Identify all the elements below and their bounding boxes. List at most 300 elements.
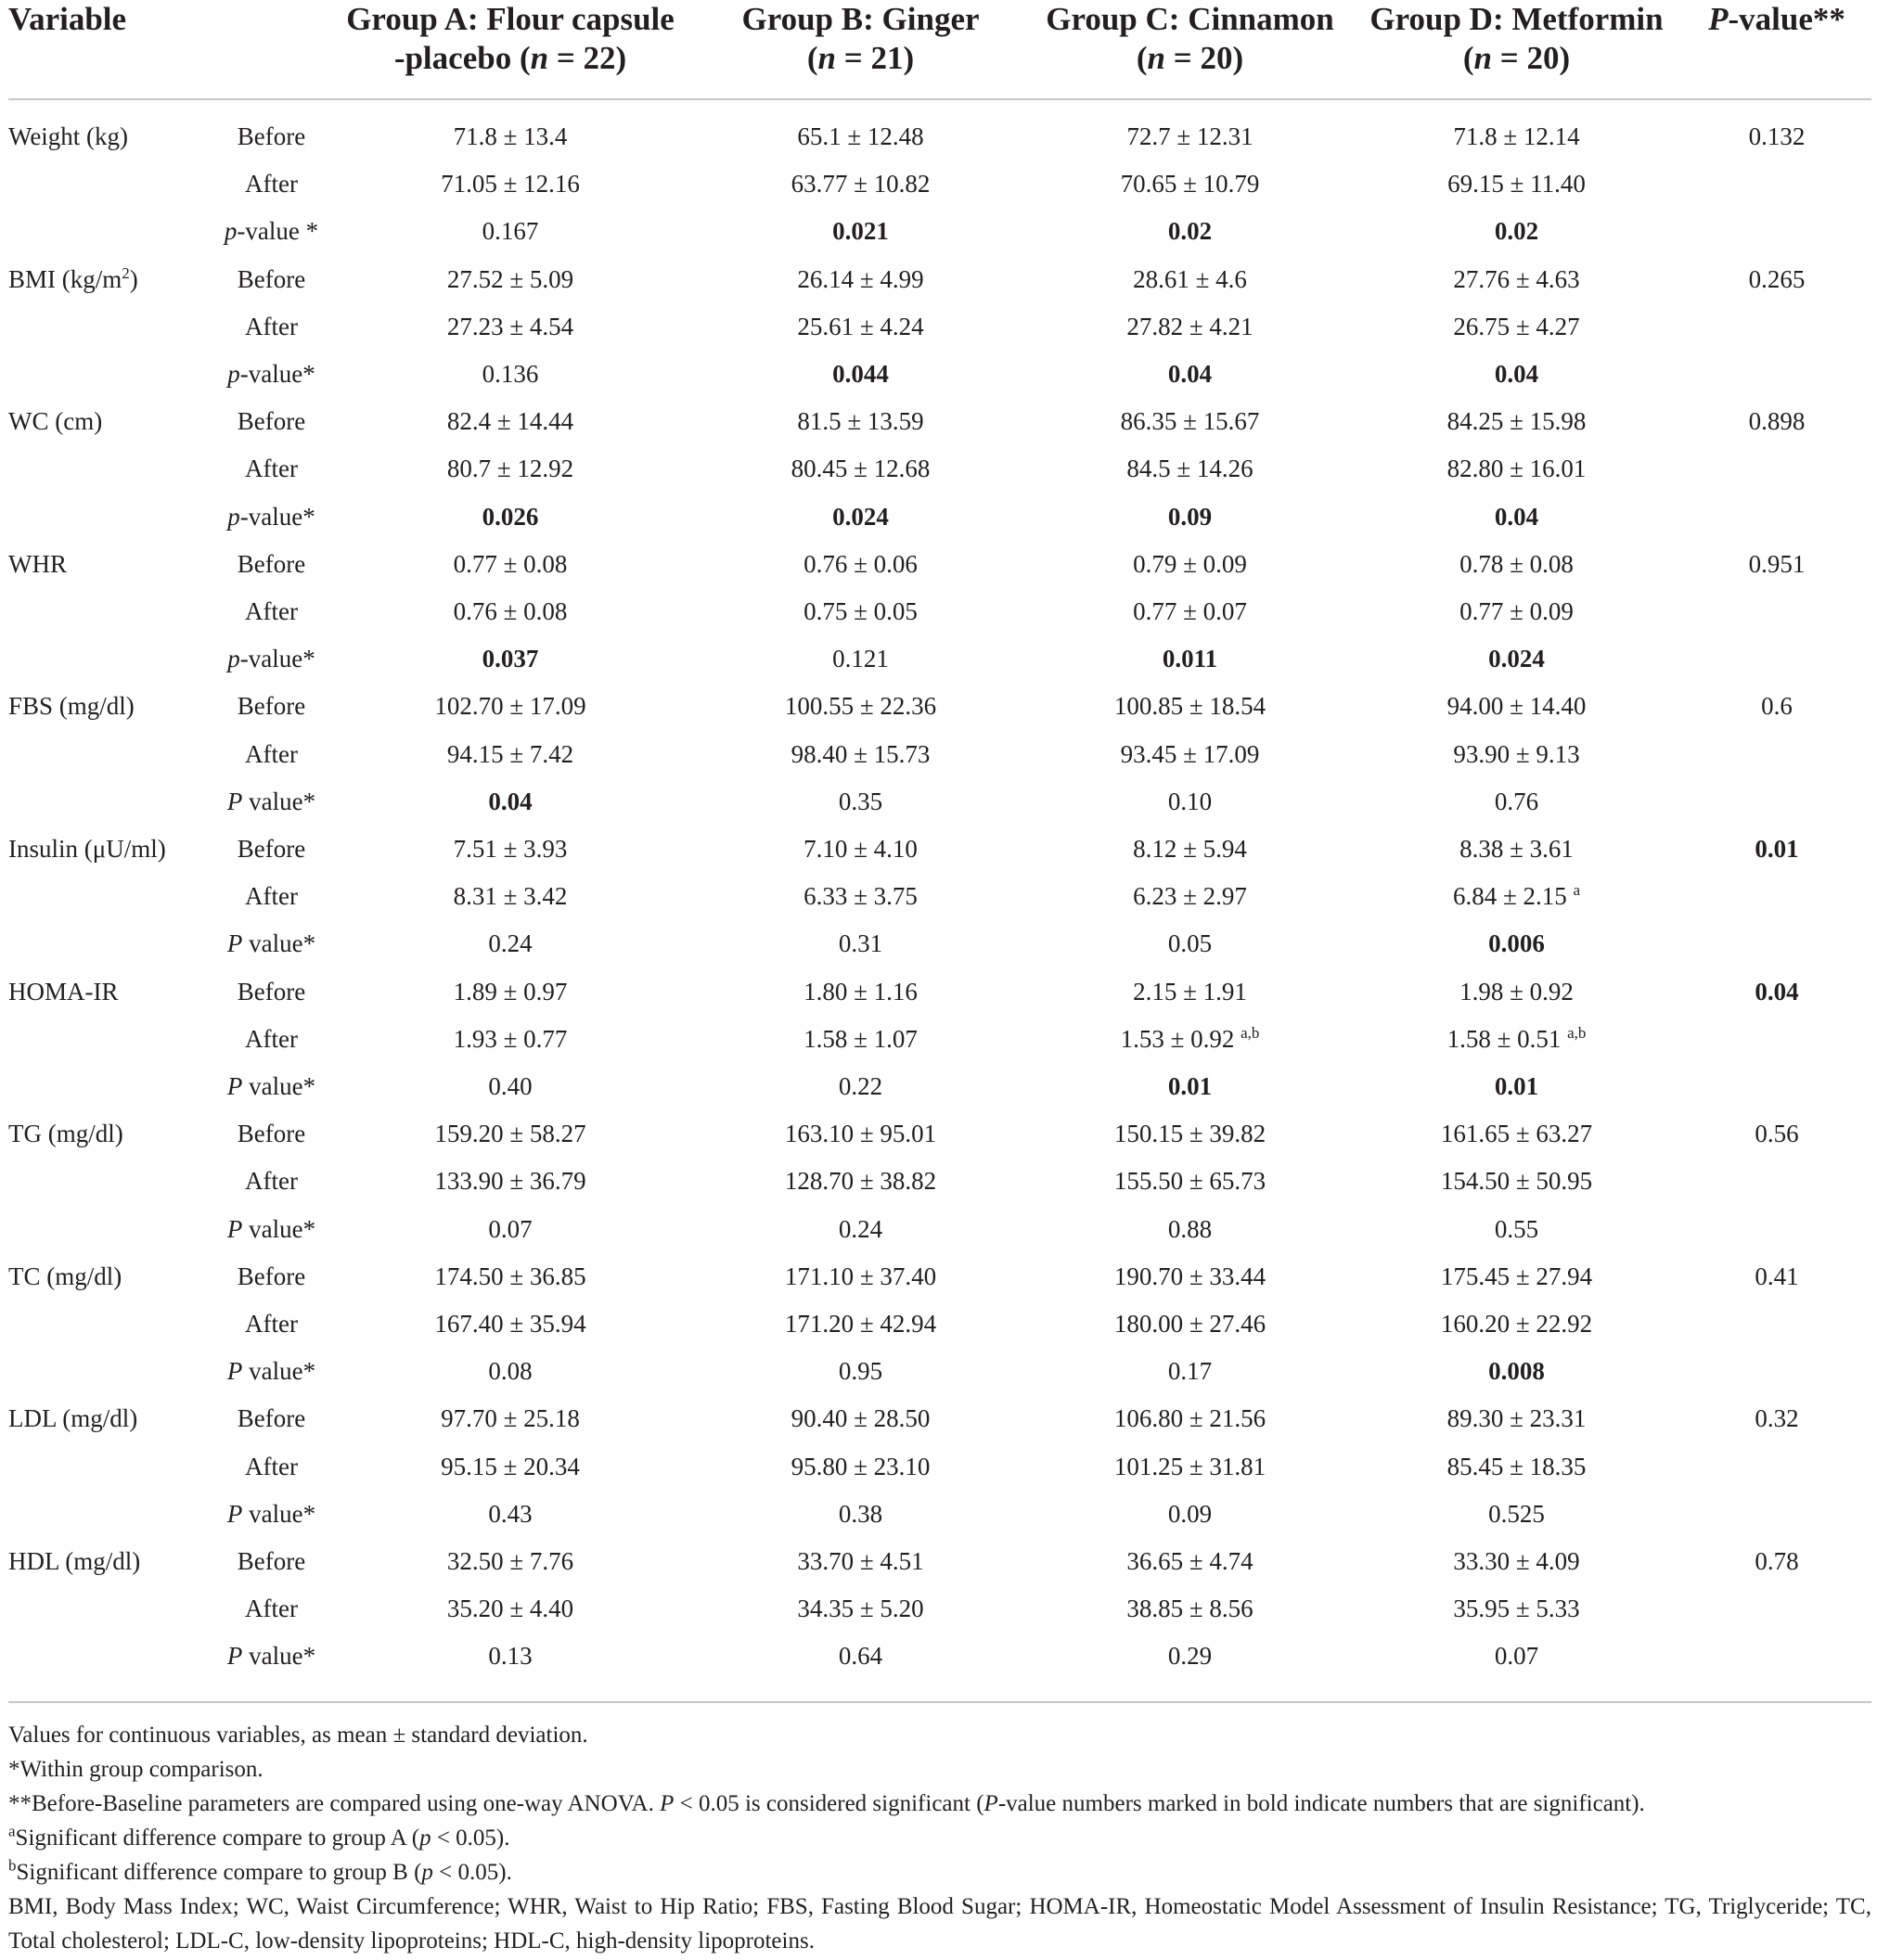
group-b-value — [701, 493, 1021, 541]
label-italic: p — [227, 645, 240, 673]
table-row — [0, 1063, 1877, 1110]
table-row — [0, 1016, 1877, 1063]
group-b-value-text: 171.10 ± 37.40 — [784, 1262, 937, 1290]
group-a-value-text: 102.70 ± 17.09 — [434, 692, 586, 721]
group-b-value — [701, 873, 1021, 920]
between-group-p-value — [1693, 398, 1860, 445]
row-variable: WC (cm) — [8, 407, 103, 436]
group-b-value-text: 1.58 ± 1.07 — [804, 1024, 918, 1053]
group-a-value-text: 8.31 ± 3.42 — [453, 882, 568, 911]
table-row — [0, 1300, 1877, 1348]
group-b-value — [701, 160, 1021, 208]
group-b-value-text: 0.38 — [838, 1499, 883, 1528]
footnote-abbreviations: BMI, Body Mass Index; WC, Waist Circumference; WHR, Waist to Hip Ratio; FBS, Fasting Blood Sugar; HOMA-IR, Homeostatic Model Assessment of Insulin Resistance; TG, Triglyceride; TC, Total cholesterol; LDL-C, low-density lipoproteins; HDL-C, high-density lipoproteins. — [8, 1894, 1871, 1954]
between-group-p-value — [1693, 1395, 1860, 1442]
row-label: Before — [237, 692, 306, 721]
group-d-value-text: 89.30 ± 23.31 — [1446, 1404, 1587, 1433]
group-b-value — [701, 731, 1021, 778]
group-d-value — [1356, 1016, 1677, 1063]
group-d-value-text: 84.25 ± 15.98 — [1446, 407, 1587, 436]
row-label: Before — [237, 549, 306, 578]
group-d-value-text: 0.55 — [1494, 1214, 1539, 1243]
table-row — [0, 493, 1877, 541]
group-d-value-text: 6.84 ± 2.15 — [1452, 882, 1567, 911]
group-d-value — [1356, 1348, 1677, 1395]
group-c-value — [1030, 1395, 1350, 1442]
group-b-value — [701, 1585, 1021, 1633]
between-group-p-value — [1693, 256, 1860, 303]
table-row — [0, 208, 1877, 255]
group-b-value-text: 0.75 ± 0.05 — [804, 597, 918, 625]
group-d-value — [1356, 398, 1677, 445]
table-row — [0, 303, 1877, 351]
group-b-value-text: 26.14 ± 4.99 — [797, 264, 924, 293]
group-d-value-text: 154.50 ± 50.95 — [1440, 1167, 1593, 1196]
group-c-value-text: 0.10 — [1167, 787, 1213, 815]
row-label: Before — [237, 1547, 306, 1575]
group-d-value-text: 93.90 ± 9.13 — [1453, 739, 1580, 768]
label-text: -value* — [239, 360, 315, 388]
table-row — [0, 1585, 1877, 1633]
group-d-value — [1356, 920, 1677, 967]
group-d-value — [1356, 1443, 1677, 1491]
group-a-value-text: 0.037 — [482, 645, 539, 673]
group-b-value — [701, 1300, 1021, 1348]
group-d-value-text: 69.15 ± 11.40 — [1447, 170, 1586, 199]
group-d-value — [1356, 635, 1677, 683]
header-group-c: Group C: Cinnamon (n = 20) — [1046, 1, 1334, 76]
group-a-value-text: 0.13 — [488, 1642, 533, 1671]
group-b-value-text: 128.70 ± 38.82 — [784, 1167, 937, 1196]
row-label: After — [245, 455, 298, 483]
between-group-p-value-text: 0.01 — [1755, 835, 1799, 863]
group-b-value — [701, 920, 1021, 967]
group-b-value — [701, 351, 1021, 398]
group-d-value — [1356, 1253, 1677, 1300]
group-d-value-text: 0.76 — [1494, 787, 1539, 815]
group-b-value-text: 171.20 ± 42.94 — [784, 1310, 937, 1338]
between-group-p-value — [1693, 1538, 1860, 1585]
group-a-value — [320, 208, 701, 255]
between-group-p-value-text: 0.6 — [1761, 692, 1793, 721]
group-b-value-text: 0.121 — [832, 645, 889, 673]
group-d-value-text: 35.95 ± 5.33 — [1453, 1595, 1580, 1623]
table-row — [0, 920, 1877, 967]
row-variable: TC (mg/dl) — [8, 1262, 122, 1290]
table-row — [0, 445, 1877, 493]
group-b-value-text: 90.40 ± 28.50 — [791, 1404, 931, 1433]
header-rule — [8, 98, 1871, 100]
group-c-value — [1030, 351, 1350, 398]
group-c-value — [1030, 303, 1350, 351]
group-b-value — [701, 113, 1021, 160]
group-a-value — [320, 445, 701, 493]
group-a-value — [320, 541, 701, 588]
footnote-a: $^a$Significant difference compare to group A (p < 0.05). — [8, 1822, 510, 1851]
between-group-p-value-text: 0.951 — [1748, 549, 1806, 578]
row-variable — [8, 256, 138, 303]
header-group-b: Group B: Ginger (n = 21) — [741, 1, 980, 76]
label-text: -value * — [237, 217, 319, 246]
group-b-value-text: 0.24 — [838, 1214, 883, 1243]
group-b-value — [701, 1158, 1021, 1205]
label-italic: p — [227, 360, 240, 388]
group-c-value — [1030, 1585, 1350, 1633]
label-italic: P — [226, 1072, 243, 1100]
group-a-value-text: 82.4 ± 14.44 — [446, 407, 574, 436]
group-a-value-text: 94.15 ± 7.42 — [446, 739, 574, 768]
group-c-value — [1030, 1110, 1350, 1158]
row-label: Before — [237, 977, 306, 1006]
between-group-p-value — [1693, 1110, 1860, 1158]
group-d-value-text: 1.98 ± 0.92 — [1459, 977, 1574, 1006]
between-group-p-value-text: 0.41 — [1755, 1262, 1799, 1290]
group-d-value-text: 71.8 ± 12.14 — [1453, 122, 1580, 150]
group-a-value — [320, 1253, 701, 1300]
group-c-value-text: 101.25 ± 31.81 — [1113, 1452, 1266, 1480]
group-c-value-text: 155.50 ± 65.73 — [1113, 1167, 1266, 1196]
group-c-value — [1030, 683, 1350, 730]
significance-marker: a — [1573, 881, 1581, 900]
group-c-value-text: 38.85 ± 8.56 — [1126, 1595, 1253, 1623]
group-c-value-text: 0.01 — [1167, 1072, 1213, 1100]
label-text: value* — [242, 787, 316, 815]
group-c-value — [1030, 1063, 1350, 1110]
group-a-value — [320, 826, 701, 873]
group-d-value-text: 33.30 ± 4.09 — [1453, 1547, 1580, 1575]
group-c-value — [1030, 635, 1350, 683]
group-c-value — [1030, 1491, 1350, 1538]
label-text: value* — [242, 1642, 316, 1671]
group-c-value-text: 106.80 ± 21.56 — [1113, 1404, 1266, 1433]
group-c-value — [1030, 1016, 1350, 1063]
group-a-value-text: 27.23 ± 4.54 — [446, 312, 574, 340]
between-group-p-value-text: 0.132 — [1748, 122, 1806, 150]
group-d-value — [1356, 731, 1677, 778]
group-c-value-text: 1.53 ± 0.92 — [1120, 1024, 1235, 1053]
group-b-value-text: 25.61 ± 4.24 — [797, 312, 924, 340]
group-c-value — [1030, 1633, 1350, 1680]
table-row — [0, 256, 1877, 303]
row-variable: Insulin (μU/ml) — [8, 835, 166, 863]
row-label: After — [245, 882, 298, 911]
group-c-value — [1030, 778, 1350, 826]
group-a-value — [320, 113, 701, 160]
group-a-value-text: 1.89 ± 0.97 — [453, 977, 568, 1006]
between-group-p-value — [1693, 968, 1860, 1016]
group-c-value — [1030, 968, 1350, 1016]
between-group-p-value-text: 0.04 — [1755, 977, 1799, 1006]
label-italic: P — [226, 1499, 243, 1528]
bottom-rule — [8, 1701, 1871, 1703]
group-c-value — [1030, 398, 1350, 445]
table-row — [0, 1348, 1877, 1395]
group-c-value — [1030, 113, 1350, 160]
group-b-value-text: 1.80 ± 1.16 — [804, 977, 918, 1006]
group-c-value-text: 28.61 ± 4.6 — [1133, 264, 1247, 293]
group-c-value-text: 0.88 — [1167, 1214, 1213, 1243]
group-b-value — [701, 1633, 1021, 1680]
group-a-value-text: 97.70 ± 25.18 — [441, 1404, 580, 1433]
group-a-value — [320, 1158, 701, 1205]
group-a-value-text: 95.15 ± 20.34 — [441, 1452, 580, 1480]
group-b-value — [701, 256, 1021, 303]
group-a-value — [320, 1443, 701, 1491]
group-a-value-text: 27.52 ± 5.09 — [446, 264, 574, 293]
group-b-value — [701, 1443, 1021, 1491]
group-a-value — [320, 1300, 701, 1348]
group-b-value — [701, 778, 1021, 826]
group-d-value — [1356, 1585, 1677, 1633]
group-b-value-text: 0.024 — [832, 502, 889, 531]
row-label: Before — [237, 264, 306, 293]
group-a-value — [320, 778, 701, 826]
row-variable: Weight (kg) — [8, 122, 129, 150]
table-row — [0, 683, 1877, 730]
group-b-value-text: 0.76 ± 0.06 — [804, 549, 918, 578]
group-d-value — [1356, 1206, 1677, 1253]
group-c-value — [1030, 1253, 1350, 1300]
group-b-value — [701, 1348, 1021, 1395]
group-a-value — [320, 351, 701, 398]
variable-superscript: 2 — [122, 263, 130, 282]
group-a-value-text: 80.7 ± 12.92 — [446, 455, 574, 483]
row-label: Before — [237, 835, 306, 863]
group-c-value-text: 93.45 ± 17.09 — [1120, 739, 1260, 768]
header-variable: Variable — [8, 1, 127, 37]
group-a-value — [320, 256, 701, 303]
group-c-value-text: 72.7 ± 12.31 — [1126, 122, 1253, 150]
footnote-values: Values for continuous variables, as mean ± standard deviation. — [8, 1723, 588, 1748]
table-row — [0, 826, 1877, 873]
table-row — [0, 160, 1877, 208]
group-a-value — [320, 968, 701, 1016]
group-a-value-text: 0.07 — [488, 1214, 533, 1243]
table-row — [0, 1443, 1877, 1491]
group-a-value-text: 167.40 ± 35.94 — [434, 1310, 586, 1338]
between-group-p-value-text: 0.265 — [1748, 264, 1806, 293]
group-d-value-text: 0.008 — [1488, 1357, 1545, 1386]
group-d-value-text: 160.20 ± 22.92 — [1440, 1310, 1593, 1338]
group-c-value — [1030, 826, 1350, 873]
group-b-value-text: 0.044 — [832, 360, 889, 388]
group-a-value — [320, 398, 701, 445]
table-header — [0, 0, 1877, 99]
group-b-value — [701, 635, 1021, 683]
table-row — [0, 588, 1877, 635]
group-c-value-text: 0.09 — [1167, 502, 1213, 531]
row-label: After — [245, 312, 298, 340]
between-group-p-value — [1693, 1253, 1860, 1300]
table-row — [0, 1395, 1877, 1442]
group-c-value-text: 0.17 — [1167, 1357, 1213, 1386]
row-label: After — [245, 1595, 298, 1623]
group-c-value-text: 0.29 — [1167, 1642, 1213, 1671]
table-row — [0, 1206, 1877, 1253]
group-a-value — [320, 873, 701, 920]
group-b-value-text: 98.40 ± 15.73 — [791, 739, 931, 768]
significance-marker: a,b — [1567, 1023, 1587, 1042]
group-b-value — [701, 303, 1021, 351]
group-b-value-text: 65.1 ± 12.48 — [797, 122, 924, 150]
group-b-value — [701, 445, 1021, 493]
between-group-p-value — [1693, 683, 1860, 730]
group-d-value — [1356, 1491, 1677, 1538]
group-c-value-text: 84.5 ± 14.26 — [1126, 455, 1253, 483]
group-b-value — [701, 1395, 1021, 1442]
label-text: value* — [242, 1357, 316, 1386]
group-d-value — [1356, 1633, 1677, 1680]
group-a-value-text: 174.50 ± 36.85 — [434, 1262, 586, 1290]
group-a-value — [320, 1063, 701, 1110]
group-d-value — [1356, 445, 1677, 493]
between-group-p-value-text: 0.78 — [1755, 1547, 1799, 1575]
row-label: Before — [237, 1262, 306, 1290]
group-d-value — [1356, 1538, 1677, 1585]
group-a-value-text: 0.167 — [482, 217, 539, 246]
group-d-value — [1356, 541, 1677, 588]
group-b-value-text: 33.70 ± 4.51 — [797, 1547, 924, 1575]
group-d-value-text: 0.024 — [1488, 645, 1545, 673]
group-c-value — [1030, 1158, 1350, 1205]
group-a-value — [320, 1395, 701, 1442]
group-c-value — [1030, 873, 1350, 920]
group-a-value-text: 0.24 — [488, 929, 533, 958]
group-b-value-text: 0.31 — [838, 929, 883, 958]
group-b-value — [701, 1491, 1021, 1538]
group-a-value — [320, 920, 701, 967]
table-row — [0, 778, 1877, 826]
group-a-value-text: 159.20 ± 58.27 — [434, 1120, 586, 1148]
group-d-value — [1356, 351, 1677, 398]
group-a-value-text: 71.8 ± 13.4 — [453, 122, 568, 150]
label-text: value* — [242, 929, 316, 958]
group-d-value-text: 161.65 ± 63.27 — [1440, 1120, 1593, 1148]
group-a-value-text: 0.43 — [488, 1499, 533, 1528]
group-c-value-text: 8.12 ± 5.94 — [1133, 835, 1247, 863]
group-c-value-text: 0.04 — [1167, 360, 1213, 388]
group-a-value — [320, 588, 701, 635]
group-c-value-text: 0.79 ± 0.09 — [1133, 549, 1247, 578]
table-row — [0, 1538, 1877, 1585]
group-d-value-text: 1.58 ± 0.51 — [1446, 1024, 1562, 1053]
group-c-value-text: 180.00 ± 27.46 — [1113, 1310, 1266, 1338]
group-b-value-text: 80.45 ± 12.68 — [791, 455, 931, 483]
group-c-value — [1030, 445, 1350, 493]
group-a-value-text: 0.04 — [488, 787, 533, 815]
group-c-value-text: 27.82 ± 4.21 — [1126, 312, 1253, 340]
row-label: After — [245, 1452, 298, 1480]
group-b-value — [701, 208, 1021, 255]
group-c-value — [1030, 1443, 1350, 1491]
group-a-value — [320, 1491, 701, 1538]
table-row — [0, 113, 1877, 160]
group-a-value — [320, 635, 701, 683]
row-label: After — [245, 597, 298, 625]
row-label: After — [245, 739, 298, 768]
group-d-value — [1356, 778, 1677, 826]
label-text: value* — [242, 1072, 316, 1100]
group-a-value — [320, 731, 701, 778]
group-a-value-text: 0.136 — [482, 360, 539, 388]
group-b-value-text: 34.35 ± 5.20 — [797, 1595, 924, 1623]
group-a-value — [320, 160, 701, 208]
group-c-value — [1030, 1348, 1350, 1395]
between-group-p-value-text: 0.898 — [1748, 407, 1806, 436]
label-text: -value* — [239, 502, 315, 531]
group-d-value — [1356, 1063, 1677, 1110]
group-b-value-text: 0.22 — [838, 1072, 883, 1100]
label-italic: p — [224, 217, 238, 246]
group-c-value — [1030, 588, 1350, 635]
group-b-value — [701, 1016, 1021, 1063]
row-label: After — [245, 170, 298, 199]
group-d-value — [1356, 303, 1677, 351]
group-c-value-text: 2.15 ± 1.91 — [1133, 977, 1247, 1006]
group-a-value — [320, 1110, 701, 1158]
table-row — [0, 541, 1877, 588]
group-a-value — [320, 1538, 701, 1585]
group-c-value-text: 190.70 ± 33.44 — [1113, 1262, 1266, 1290]
group-d-value-text: 26.75 ± 4.27 — [1453, 312, 1580, 340]
row-label: Before — [237, 1404, 306, 1433]
group-b-value-text: 0.64 — [838, 1642, 883, 1671]
row-variable: HOMA-IR — [8, 977, 119, 1006]
group-d-value-text: 0.525 — [1488, 1499, 1545, 1528]
group-d-value — [1356, 256, 1677, 303]
group-d-value-text: 85.45 ± 18.35 — [1446, 1452, 1587, 1480]
label-italic: P — [226, 1642, 243, 1671]
group-c-value — [1030, 1300, 1350, 1348]
group-b-value-text: 81.5 ± 13.59 — [797, 407, 924, 436]
group-c-value-text: 0.02 — [1167, 217, 1213, 246]
group-d-value-text: 0.77 ± 0.09 — [1459, 597, 1574, 625]
row-variable: HDL (mg/dl) — [8, 1547, 141, 1575]
row-label: Before — [237, 1120, 306, 1148]
group-b-value — [701, 398, 1021, 445]
label-italic: P — [226, 1214, 243, 1243]
group-a-value-text: 7.51 ± 3.93 — [453, 835, 568, 863]
group-d-value-text: 0.04 — [1494, 360, 1539, 388]
group-c-value-text: 6.23 ± 2.97 — [1133, 882, 1247, 911]
group-b-value — [701, 1206, 1021, 1253]
group-d-value-text: 0.07 — [1494, 1642, 1539, 1671]
group-c-value — [1030, 541, 1350, 588]
group-b-value-text: 163.10 ± 95.01 — [784, 1120, 937, 1148]
group-a-value-text: 133.90 ± 36.79 — [434, 1167, 586, 1196]
group-d-value — [1356, 968, 1677, 1016]
group-b-value-text: 7.10 ± 4.10 — [804, 835, 918, 863]
table-row — [0, 1633, 1877, 1680]
group-b-value — [701, 588, 1021, 635]
significance-marker: a,b — [1241, 1023, 1260, 1042]
group-b-value — [701, 1538, 1021, 1585]
group-d-value-text: 0.04 — [1494, 502, 1539, 531]
group-a-value-text: 35.20 ± 4.40 — [446, 1595, 574, 1623]
group-c-value — [1030, 920, 1350, 967]
group-a-value — [320, 303, 701, 351]
group-d-value — [1356, 1158, 1677, 1205]
group-c-value-text: 86.35 ± 15.67 — [1120, 407, 1260, 436]
group-b-value-text: 0.95 — [838, 1357, 883, 1386]
row-label: After — [245, 1024, 298, 1053]
group-d-value — [1356, 493, 1677, 541]
group-b-value-text: 95.80 ± 23.10 — [791, 1452, 931, 1480]
group-d-value-text: 27.76 ± 4.63 — [1453, 264, 1580, 293]
between-group-p-value-text: 0.56 — [1755, 1120, 1799, 1148]
table-row — [0, 1253, 1877, 1300]
group-a-value — [320, 493, 701, 541]
